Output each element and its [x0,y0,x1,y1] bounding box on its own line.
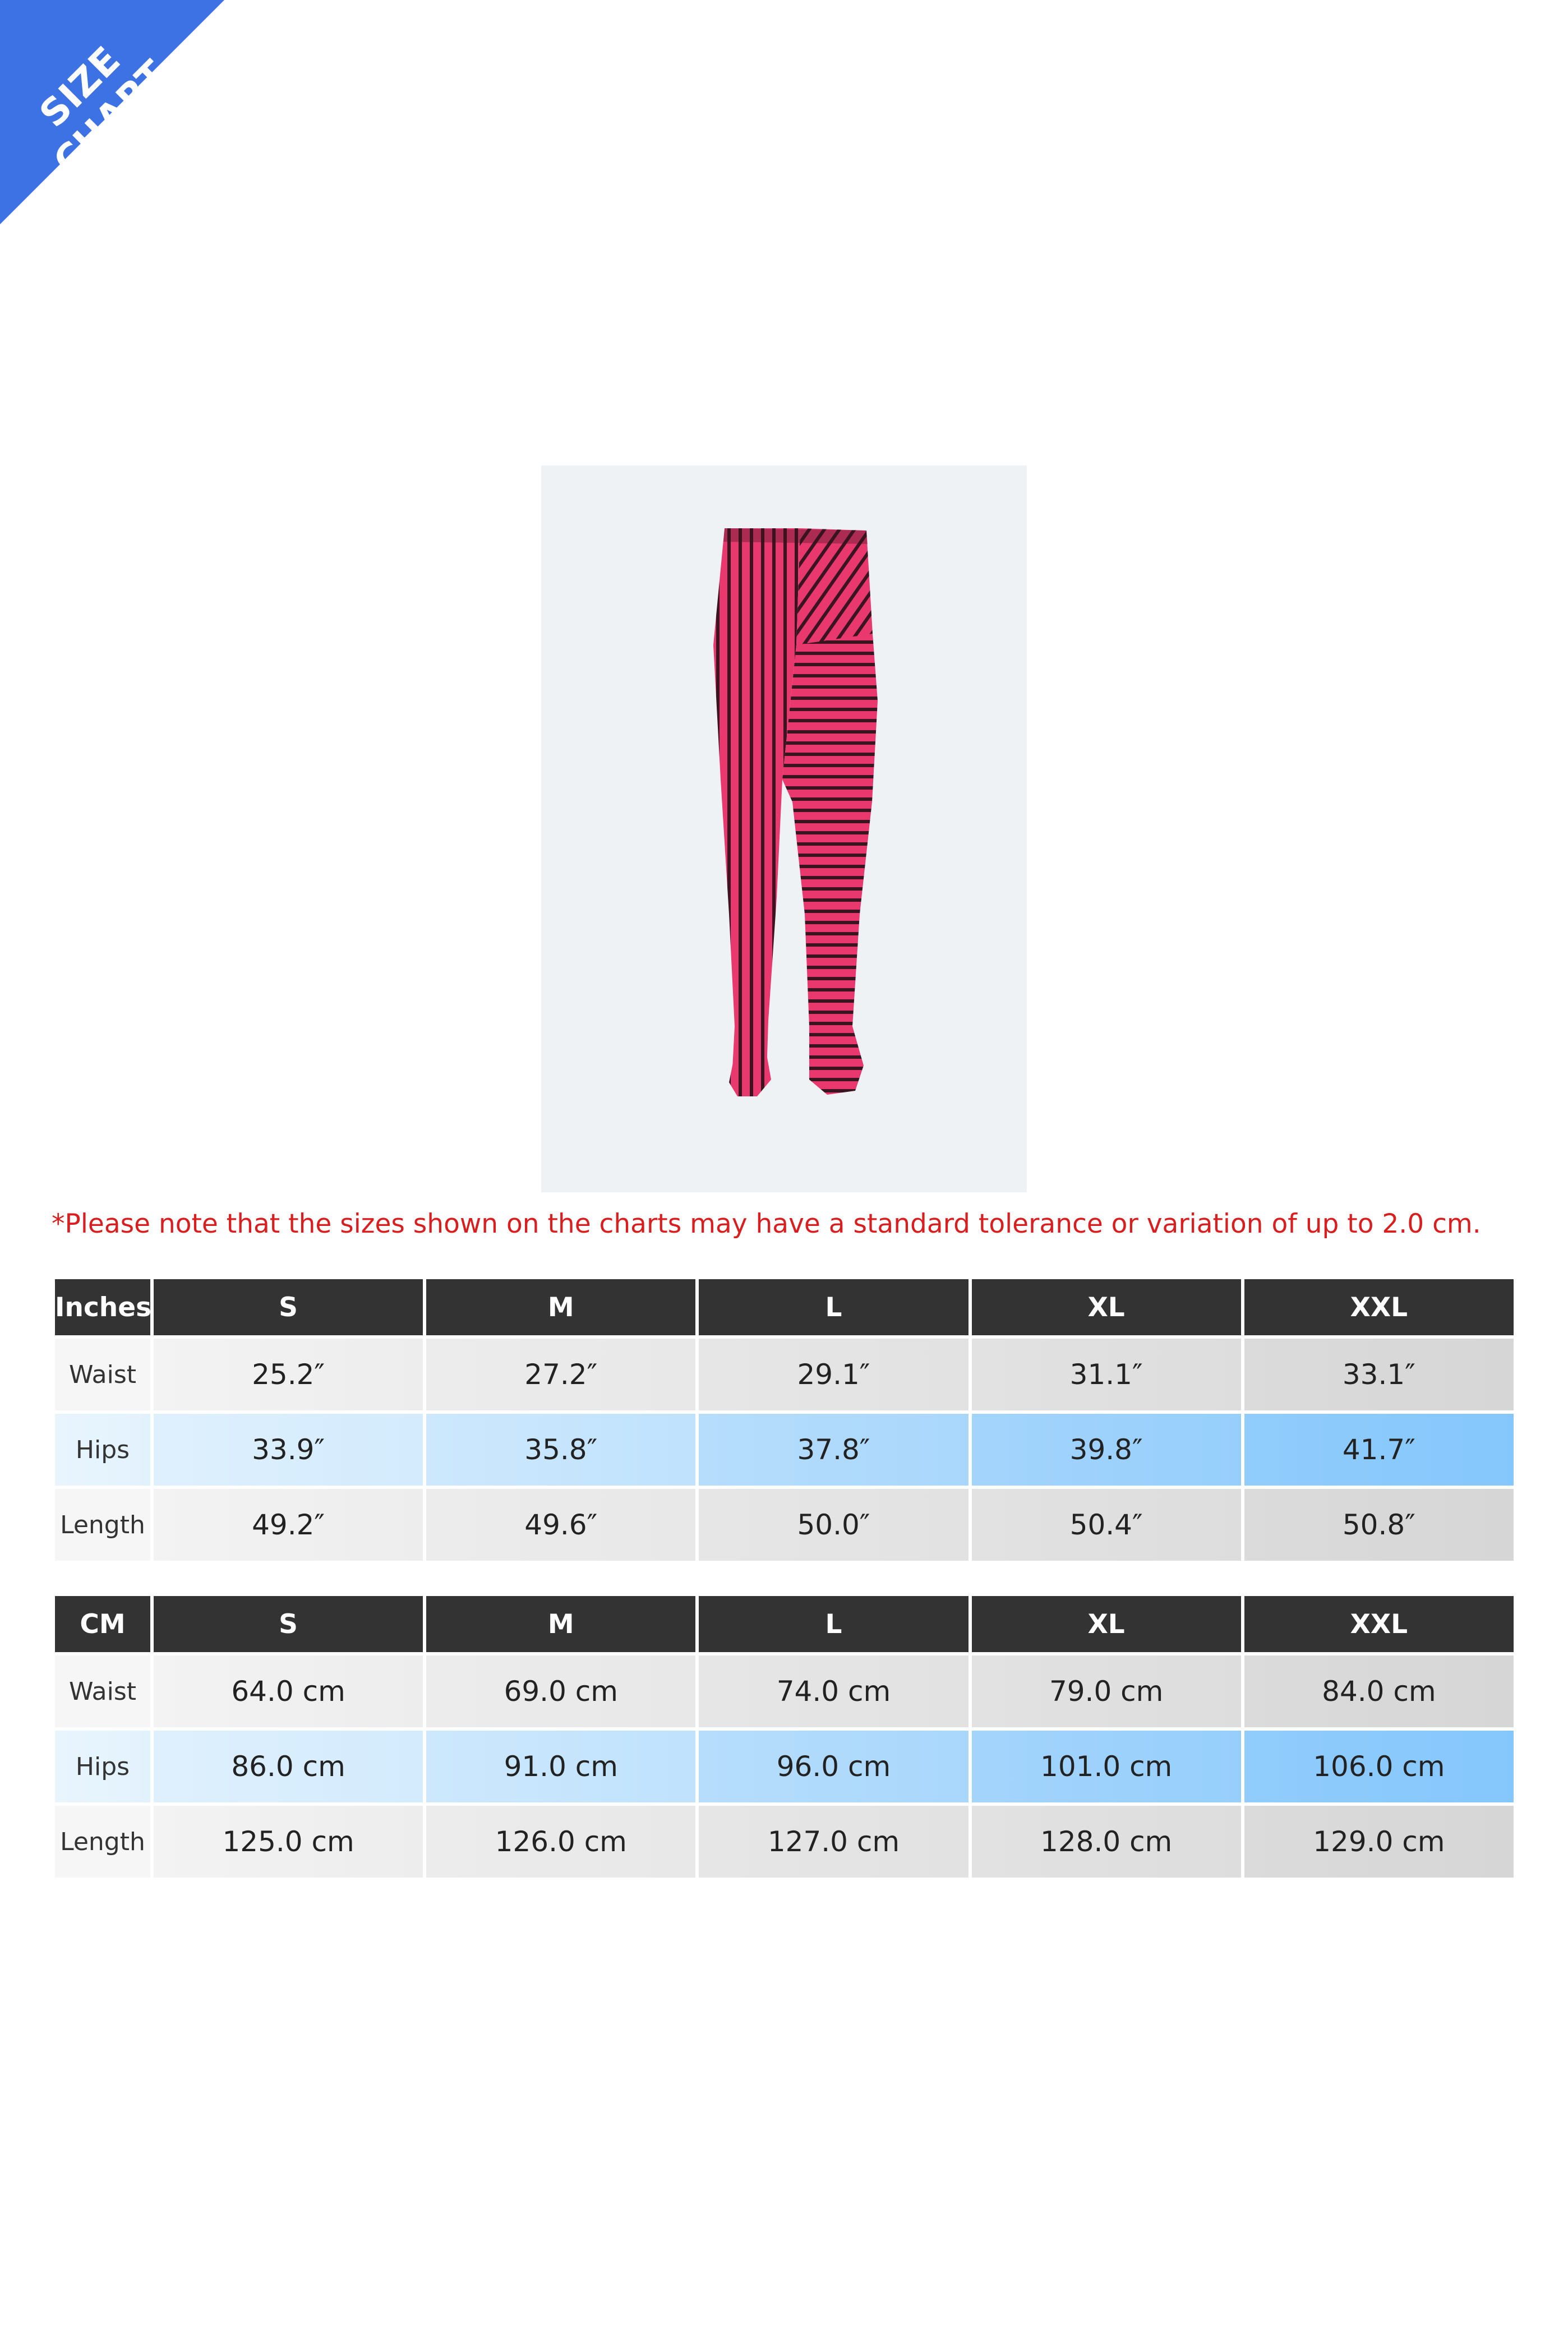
unit-header: CM [55,1596,150,1652]
table-cell: 41.7″ [1244,1414,1514,1486]
corner-label: SIZE CHART [31,38,176,183]
size-header-xxl: XXL [1244,1279,1514,1335]
row-label: Waist [55,1655,150,1727]
tolerance-note: *Please note that the sizes shown on the charts may have a standard tolerance or variation of up to 2.0 cm. [52,1209,1481,1239]
table-cell: 101.0 cm [972,1731,1241,1802]
table-cell: 49.2″ [154,1489,423,1561]
row-label: Hips [55,1731,150,1802]
table-cell: 125.0 cm [154,1806,423,1878]
table-cell: 50.4″ [972,1489,1241,1561]
table-cell: 31.1″ [972,1339,1241,1410]
size-header-xl: XL [972,1279,1241,1335]
table-cell: 50.0″ [699,1489,968,1561]
table-row [55,1339,1514,1410]
table-cell: 29.1″ [699,1339,968,1410]
table-cell: 126.0 cm [426,1806,695,1878]
row-label: Length [55,1489,150,1561]
table-cell: 33.9″ [154,1414,423,1486]
row-label: Length [55,1806,150,1878]
size-header-l: L [699,1596,968,1652]
table-cell: 33.1″ [1244,1339,1514,1410]
size-header-l: L [699,1279,968,1335]
table-cell: 74.0 cm [699,1655,968,1727]
table-cell: 127.0 cm [699,1806,968,1878]
table-cell: 96.0 cm [699,1731,968,1802]
header-row [55,1279,1514,1335]
size-header-s: S [154,1596,423,1652]
size-table-inches [52,1276,1517,1564]
table-cell: 64.0 cm [154,1655,423,1727]
table-row [55,1806,1514,1878]
table-cell: 27.2″ [426,1339,695,1410]
size-header-xxl: XXL [1244,1596,1514,1652]
table-cell: 25.2″ [154,1339,423,1410]
size-header-m: M [426,1596,695,1652]
row-label: Waist [55,1339,150,1410]
size-header-xl: XL [972,1596,1241,1652]
table-cell: 84.0 cm [1244,1655,1514,1727]
product-photo [541,465,1027,1192]
size-chart-corner-banner [0,0,230,230]
size-header-s: S [154,1279,423,1335]
table-cell: 69.0 cm [426,1655,695,1727]
size-table-cm [52,1593,1517,1881]
table-cell: 128.0 cm [972,1806,1241,1878]
table-cell: 86.0 cm [154,1731,423,1802]
row-label: Hips [55,1414,150,1486]
size-header-m: M [426,1279,695,1335]
pink-ribbed-flare-pants-icon [541,465,1027,1192]
table-cell: 129.0 cm [1244,1806,1514,1878]
table-cell: 106.0 cm [1244,1731,1514,1802]
table-cell: 79.0 cm [972,1655,1241,1727]
table-row [55,1414,1514,1486]
table-row [55,1655,1514,1727]
header-row [55,1596,1514,1652]
table-cell: 91.0 cm [426,1731,695,1802]
table-cell: 50.8″ [1244,1489,1514,1561]
table-cell: 39.8″ [972,1414,1241,1486]
table-row [55,1731,1514,1802]
table-cell: 37.8″ [699,1414,968,1486]
table-row [55,1489,1514,1561]
table-cell: 49.6″ [426,1489,695,1561]
table-cell: 35.8″ [426,1414,695,1486]
unit-header: Inches [55,1279,150,1335]
